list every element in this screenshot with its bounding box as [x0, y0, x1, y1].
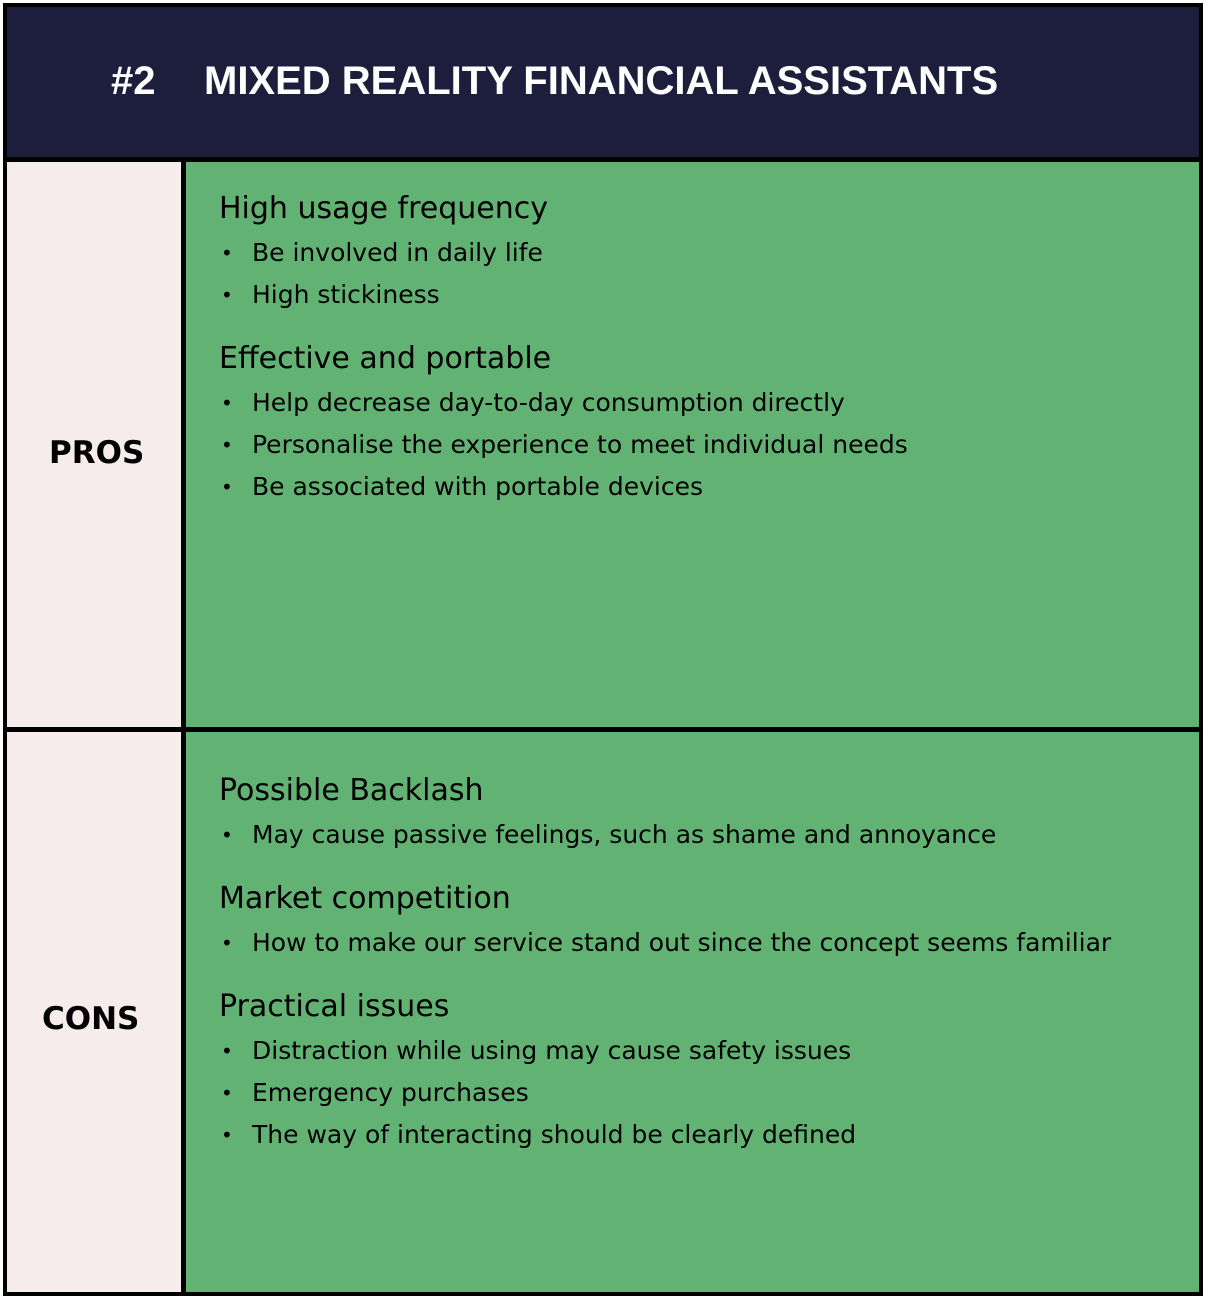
bullet-icon: •	[221, 931, 233, 955]
pros-section-portable	[219, 340, 908, 508]
list-item	[219, 382, 908, 424]
pros-label-cell	[7, 162, 181, 727]
list-item-text: How to make our service stand out since the concept seems familiar	[252, 928, 1112, 957]
table-header	[7, 7, 1199, 157]
list-item-text: Be associated with portable devices	[252, 472, 703, 501]
bullet-icon: •	[221, 823, 233, 847]
pros-section-usage	[219, 190, 548, 316]
bullet-icon: •	[221, 283, 233, 307]
bullet-list	[219, 232, 548, 316]
bullet-list	[219, 922, 1111, 964]
list-item	[219, 274, 548, 316]
list-item	[219, 1072, 856, 1114]
bullet-icon: •	[221, 241, 233, 265]
bullet-icon: •	[221, 433, 233, 457]
list-item	[219, 424, 908, 466]
list-item	[219, 1030, 856, 1072]
section-heading: Possible Backlash	[219, 773, 484, 808]
section-heading: Effective and portable	[219, 341, 552, 376]
list-item	[219, 232, 548, 274]
bullet-list	[219, 814, 996, 856]
cons-content-cell	[186, 732, 1199, 1292]
bullet-list	[219, 382, 908, 508]
bullet-icon: •	[221, 475, 233, 499]
slide-number: #2	[111, 59, 156, 103]
bullet-icon: •	[221, 1081, 233, 1105]
cons-section-competition	[219, 880, 1111, 964]
pros-cons-table	[3, 3, 1203, 1296]
cons-label-cell	[7, 732, 181, 1292]
bullet-icon: •	[221, 1123, 233, 1147]
list-item-text: Help decrease day-to-day consumption directly	[252, 388, 845, 417]
pros-label: PROS	[49, 435, 145, 471]
cons-section-backlash	[219, 772, 996, 856]
pros-content-cell	[186, 162, 1199, 727]
bullet-icon: •	[221, 391, 233, 415]
list-item	[219, 922, 1111, 964]
section-heading: High usage frequency	[219, 191, 549, 226]
pros-row	[7, 162, 1199, 727]
list-item-text: High stickiness	[252, 280, 440, 309]
list-item-text: Distraction while using may cause safety issues	[252, 1036, 852, 1065]
page-title: MIXED REALITY FINANCIAL ASSISTANTS	[204, 59, 999, 103]
list-item	[219, 814, 996, 856]
list-item	[219, 1114, 856, 1156]
list-item	[219, 466, 908, 508]
bullet-icon: •	[221, 1039, 233, 1063]
list-item-text: The way of interacting should be clearly defined	[252, 1120, 857, 1149]
cons-section-practical	[219, 988, 856, 1156]
list-item-text: May cause passive feelings, such as shame and annoyance	[252, 820, 997, 849]
bullet-list	[219, 1030, 856, 1156]
list-item-text: Be involved in daily life	[252, 238, 543, 267]
section-heading: Market competition	[219, 881, 511, 916]
list-item-text: Personalise the experience to meet individual needs	[252, 430, 908, 459]
cons-row	[7, 732, 1199, 1292]
section-heading: Practical issues	[219, 989, 450, 1024]
cons-label: CONS	[42, 1001, 140, 1037]
list-item-text: Emergency purchases	[252, 1078, 529, 1107]
